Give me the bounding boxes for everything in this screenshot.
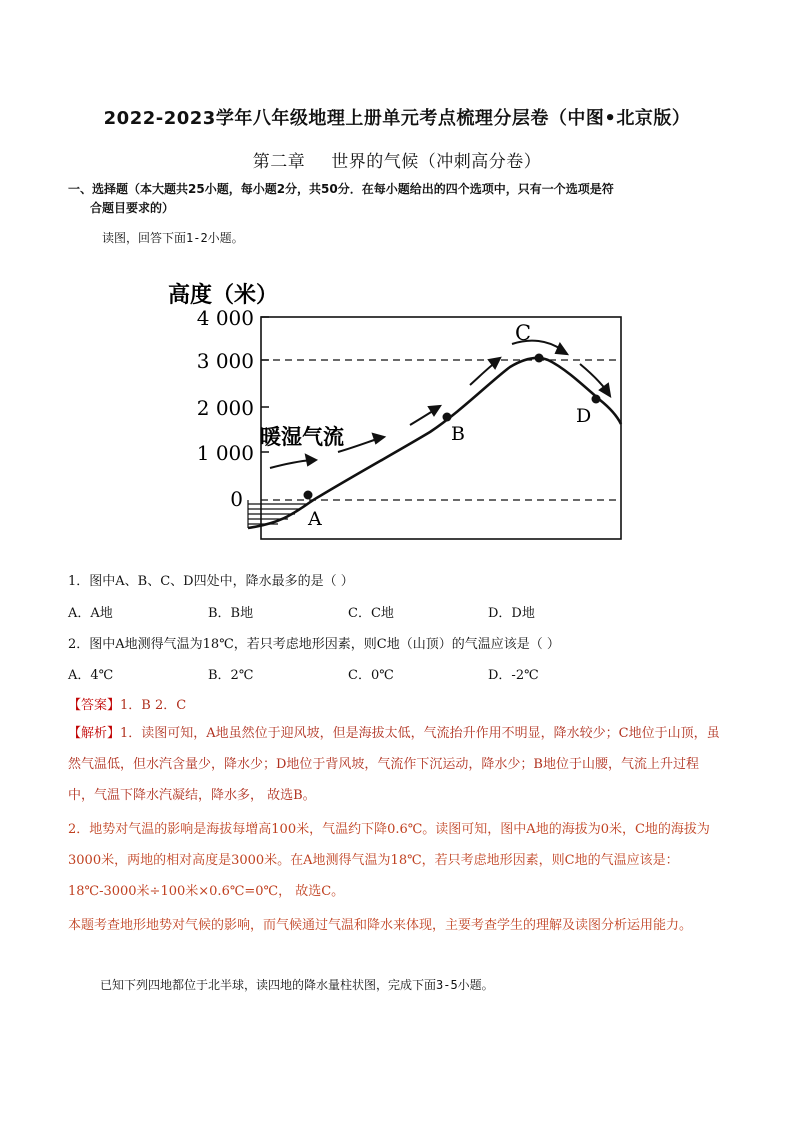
y-axis-ticks [197, 306, 269, 511]
question-1-options [68, 602, 688, 621]
question-1: 1．图中A、B、C、D四处中，降水最多的是（ ） [68, 574, 354, 589]
analysis-paragraph-2: 2．地势对气温的影响是海拔每增高100米，气温约下降0.6℃。读图可知，图中A地的海拔为0米，C地的海拔为3000米，两地的相对高度是3000米。在A地测得气温为18℃，若只考虑地形因素，则C地的气温应该是：18℃-3000米÷100米×0.6℃=0℃， 故选C。 [68, 822, 710, 899]
point-a-marker [304, 491, 313, 500]
option-c: C．0℃ [348, 668, 394, 683]
point-a-label: A [308, 508, 322, 530]
sea-hatching [248, 500, 306, 528]
point-d-label: D [576, 405, 592, 427]
point-b-label: B [451, 423, 465, 445]
analysis-paragraph-3: 本题考查地形地势对气候的影响，而气候通过气温和降水来体现，主要考查学生的理解及读图分析运用能力。 [68, 918, 693, 933]
option-d: D．D地 [488, 606, 535, 621]
section-heading [68, 180, 728, 218]
option-b: B．B地 [208, 606, 254, 621]
option-d: D．-2℃ [488, 668, 539, 683]
analysis-tag: 【解析】 [68, 726, 121, 741]
section-line-1: 一、选择题（本大题共25小题，每小题2分，共50分．在每小题给出的四个选项中，只有一个选项是符 [68, 182, 614, 196]
question-group-intro: 读图，回答下面1-2小题。 [102, 231, 244, 245]
option-a: A．A地 [68, 606, 113, 621]
section-line-2: 合题目要求的） [90, 201, 175, 215]
analysis-text-1: 1．读图可知，A地虽然位于迎风坡，但是海拔太低，气流抬升作用不明显，降水较少；C地位于山顶，虽然气温低，但水汽含量少，降水少；D地位于背风坡，气流作下沉运动，降水少；B地位于山腰，气流上升过程中，气温下降水汽凝结，降水多， 故选B。 [68, 726, 720, 803]
answer-text: 1．B 2．C [120, 698, 187, 713]
point-d-marker [592, 395, 601, 404]
airflow-label: 暖湿气流 [260, 424, 344, 449]
tick-label: 3 000 [196, 349, 254, 373]
terrain-figure [160, 272, 630, 551]
answer-tag: 【答案】 [68, 698, 121, 713]
document-title: 2022-2023学年八年级地理上册单元考点梳理分层卷（中图•北京版） [103, 108, 691, 129]
point-b-marker [443, 413, 452, 422]
point-c-label: C [515, 321, 532, 345]
point-c-marker [535, 354, 544, 363]
question-group-intro-2: 已知下列四地都位于北半球，读四地的降水量柱状图，完成下面3-5小题。 [100, 978, 494, 992]
question-2: 2．图中A地测得气温为18℃，若只考虑地形因素，则C地（山顶）的气温应该是（ ） [68, 637, 560, 652]
analysis-paragraph-1 [68, 718, 724, 811]
tick-label: 0 [230, 487, 243, 511]
question-2-options [68, 664, 688, 683]
terrain-diagram [160, 272, 630, 547]
tick-label: 1 000 [196, 441, 254, 465]
option-a: A．4℃ [68, 668, 114, 683]
tick-label: 2 000 [196, 396, 254, 420]
chapter-subtitle: 世界的气候（冲刺高分卷） [331, 152, 542, 172]
option-c: C．C地 [348, 606, 394, 621]
chapter-title [0, 147, 794, 172]
answer-line [68, 694, 186, 713]
tick-label: 4 000 [196, 306, 254, 330]
option-b: B．2℃ [208, 668, 254, 683]
y-axis-label: 高度（米） [168, 282, 279, 308]
chapter-number: 第二章 [252, 152, 306, 172]
